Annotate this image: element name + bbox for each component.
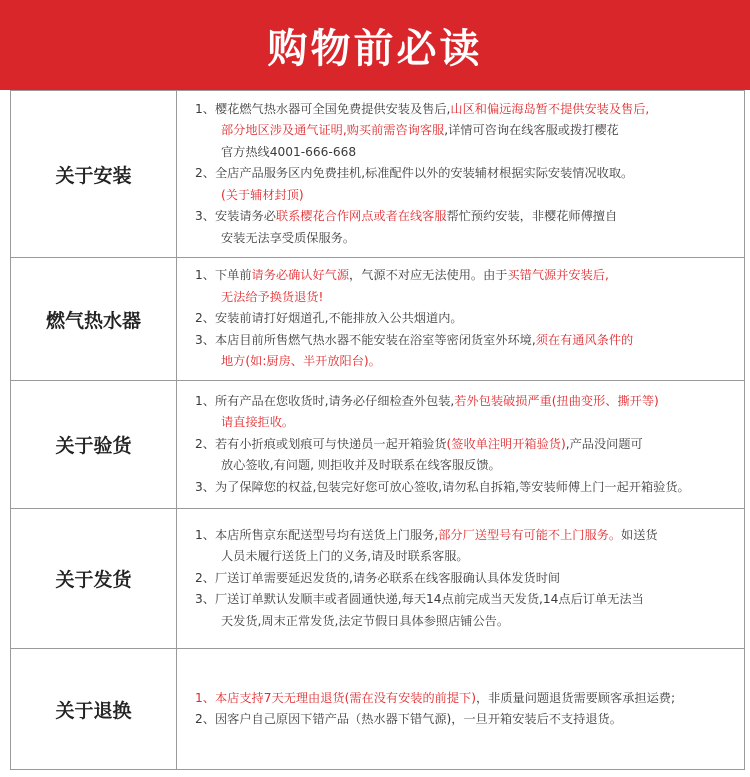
notice-line bbox=[195, 228, 738, 250]
notice-line bbox=[195, 546, 738, 568]
notice-text: 如送货 bbox=[621, 527, 658, 542]
notice-line bbox=[195, 611, 738, 633]
section-label: 关于验货 bbox=[11, 381, 177, 508]
section-content bbox=[177, 381, 744, 508]
notice-text: 3、厂送订单默认发顺丰或者圆通快递,每天14点前完成当天发货,14点后订单无法当 bbox=[195, 592, 644, 607]
notice-line bbox=[195, 206, 738, 228]
notice-text: ,产品没问题可 bbox=[565, 436, 643, 451]
notice-line bbox=[195, 477, 738, 499]
highlight-text: 买错气源并安装后, bbox=[507, 268, 609, 283]
highlight-text: (关于辅材封顶) bbox=[221, 187, 304, 202]
notice-line bbox=[195, 412, 738, 434]
notice-line bbox=[195, 525, 738, 547]
notice-text: 2、因客户自己原因下错产品（热水器下错气源)，一旦开箱安装后不支持退货。 bbox=[195, 712, 622, 726]
notice-text: 3、本店目前所售燃气热水器不能安装在浴室等密闭货室外环境, bbox=[195, 332, 536, 347]
notice-line bbox=[195, 589, 738, 611]
notice-text: 1、下单前 bbox=[195, 268, 252, 283]
section-row bbox=[11, 91, 744, 258]
highlight-text: (签收单注明开箱验货) bbox=[446, 436, 566, 451]
section-row bbox=[11, 649, 744, 769]
highlight-text: 山区和偏远海岛暂不提供安装及售后, bbox=[450, 101, 650, 116]
section-label: 关于安装 bbox=[11, 91, 177, 257]
notice-text: 1、樱花燃气热水器可全国免费提供安装及售后, bbox=[195, 101, 451, 116]
notice-text: 3、为了保障您的权益,包装完好您可放心签收,请勿私自拆箱,等安装师傅上门一起开箱验货。 bbox=[195, 479, 690, 494]
section-row bbox=[11, 258, 744, 381]
highlight-text: 若外包装破损严重(扭曲变形、撕开等) bbox=[454, 393, 659, 408]
notice-line bbox=[195, 709, 738, 731]
notice-line bbox=[195, 120, 738, 142]
notice-text: 人员未履行送货上门的义务,请及时联系客服。 bbox=[221, 549, 469, 564]
notice-line bbox=[195, 688, 738, 710]
notice-text: 2、安装前请打好烟道孔,不能排放入公共烟道内。 bbox=[195, 311, 463, 326]
notice-line bbox=[195, 185, 738, 207]
notice-line bbox=[195, 265, 738, 287]
notice-text: 帮忙预约安装，非樱花师傅擅自 bbox=[446, 209, 618, 224]
notice-text: 官方热线4001-666-668 bbox=[221, 144, 357, 159]
page-title: 购物前必读 bbox=[267, 25, 483, 72]
notice-line bbox=[195, 434, 738, 456]
highlight-text: 地方(如:厨房、半开放阳台)。 bbox=[221, 354, 381, 369]
notice-text: 2、全店产品服务区内免费挂机,标准配件以外的安装辅材根据实际安装情况收取。 bbox=[195, 166, 634, 181]
highlight-text: 无法给予换货退货! bbox=[221, 289, 324, 304]
highlight-text: 部分地区涉及通气证明,购买前需咨询客服 bbox=[221, 123, 445, 138]
notice-text: ，非质量问题退货需要顾客承担运费; bbox=[475, 690, 676, 705]
notice-line bbox=[195, 391, 738, 413]
section-row bbox=[11, 509, 744, 649]
notice-line bbox=[195, 308, 738, 330]
notice-text: 2、若有小折痕或划痕可与快递员一起开箱验货 bbox=[195, 436, 447, 451]
highlight-text: 1、本店支持7天无理由退货(需在没有安装的前提下) bbox=[195, 690, 476, 705]
section-content bbox=[177, 258, 744, 380]
notice-text: 3、安装请务必 bbox=[195, 209, 276, 224]
notice-table bbox=[10, 90, 745, 770]
section-content bbox=[177, 649, 744, 769]
notice-line bbox=[195, 142, 738, 164]
section-row bbox=[11, 381, 744, 509]
notice-line bbox=[195, 455, 738, 477]
section-label: 燃气热水器 bbox=[11, 258, 177, 380]
notice-line bbox=[195, 568, 738, 590]
highlight-text: 须在有通风条件的 bbox=[535, 332, 634, 347]
highlight-text: 联系樱花合作网点或者在线客服 bbox=[275, 209, 447, 224]
section-label: 关于退换 bbox=[11, 649, 177, 769]
notice-line bbox=[195, 330, 738, 352]
highlight-text: 部分厂送型号有可能不上门服务。 bbox=[438, 527, 622, 542]
notice-line bbox=[195, 99, 738, 121]
highlight-text: 请务必确认好气源 bbox=[251, 268, 350, 283]
notice-text: 放心签收,有问题, 则拒收并及时联系在线客服反馈。 bbox=[221, 458, 501, 473]
section-content bbox=[177, 91, 744, 257]
header-banner bbox=[0, 0, 750, 90]
highlight-text: 请直接拒收。 bbox=[221, 415, 295, 430]
notice-text: ,详情可咨询在线客服或拨打樱花 bbox=[444, 123, 619, 138]
notice-text: 2、厂送订单需要延迟发货的,请务必联系在线客服确认具体发货时间 bbox=[195, 570, 561, 585]
notice-text: 1、所有产品在您收货时,请务必仔细检查外包装, bbox=[195, 393, 455, 408]
notice-text: 安装无法享受质保服务。 bbox=[221, 230, 356, 245]
notice-text: 天发货,周末正常发货,法定节假日具体参照店铺公告。 bbox=[221, 613, 510, 628]
notice-line bbox=[195, 163, 738, 185]
section-content bbox=[177, 509, 744, 648]
notice-text: 1、本店所售京东配送型号均有送货上门服务, bbox=[195, 527, 439, 542]
notice-text: ，气源不对应无法使用。由于 bbox=[349, 268, 508, 283]
notice-line bbox=[195, 351, 738, 373]
section-label: 关于发货 bbox=[11, 509, 177, 648]
notice-line bbox=[195, 287, 738, 309]
